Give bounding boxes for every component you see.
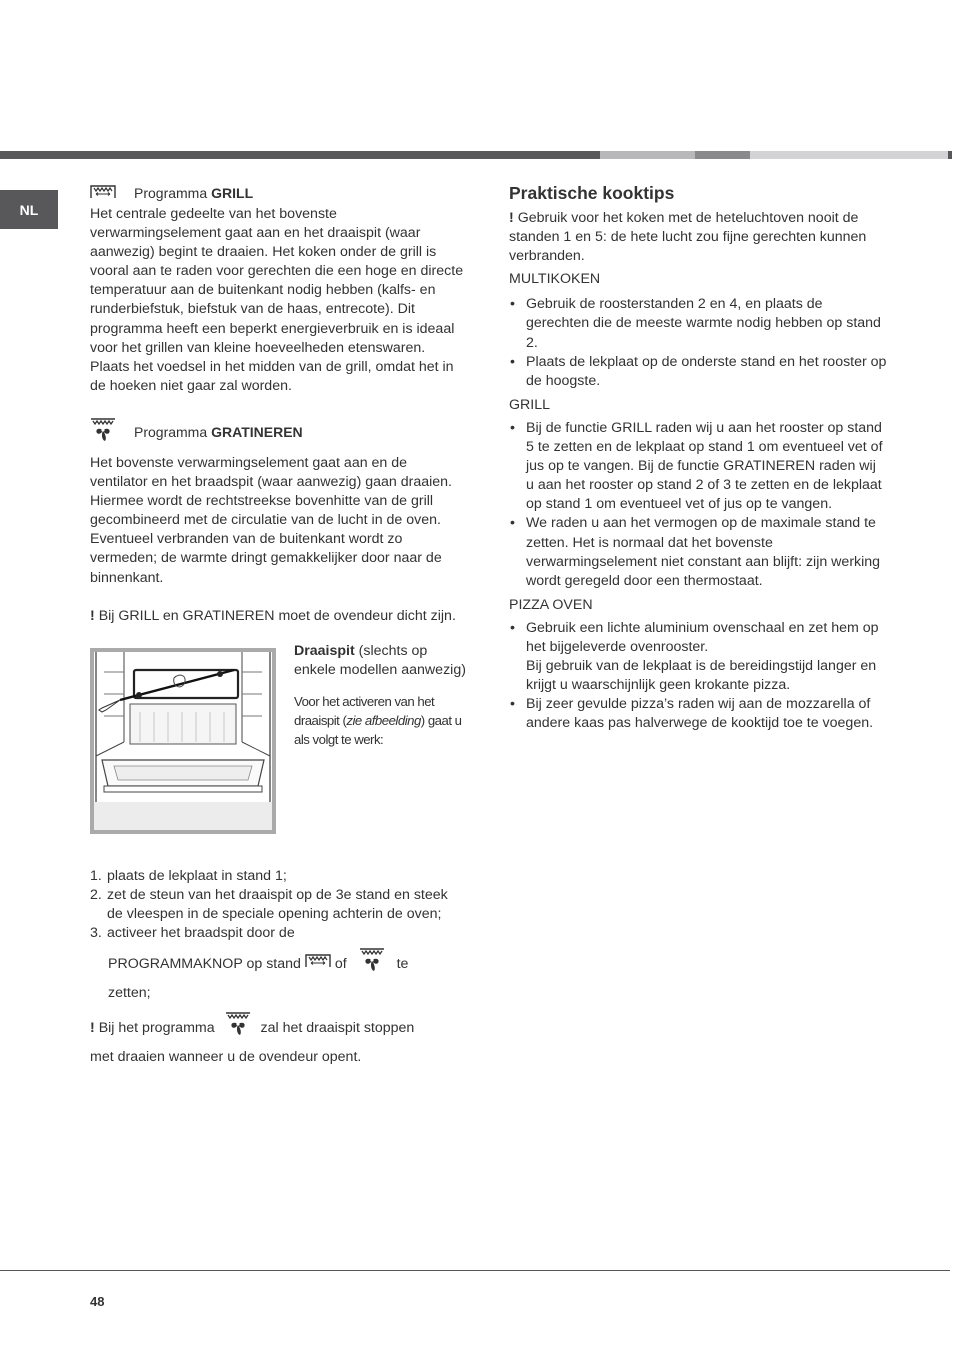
step3-text-a: PROGRAMMAKNOP op stand	[108, 955, 301, 972]
grill-heading	[90, 183, 465, 205]
header-bar-segment	[600, 151, 695, 159]
grill-list	[509, 419, 887, 591]
step-number: 2.	[90, 886, 102, 903]
fan-grill-icon	[225, 1011, 251, 1045]
header-bar-segment	[948, 151, 952, 159]
draaispit-intro	[294, 692, 466, 749]
draaispit-text	[294, 642, 466, 749]
step3-continuation	[90, 947, 465, 1005]
subheading-grill: GRILL	[509, 396, 551, 413]
grill-name: GRILL	[211, 185, 254, 202]
door-note	[90, 607, 465, 626]
stop-note-text-a: Bij het programma	[98, 1019, 215, 1036]
warning-mark: !	[509, 210, 514, 226]
step3-text-of: of	[334, 955, 347, 972]
list-item: • Plaats de lekplaat op de onderste stand en het rooster op de hoogste.	[509, 353, 887, 391]
grill-description: Het centrale gedeelte van het bovenste verwarmingselement gaat aan en het draaispit (waar aanwezig) begint te draaien. Het koken onder de grill is vooral aan te raden voor gerechten die een hoge en directe temperatuur aan de buitenkant nodig hebben (kalfs- en runderbiefstuk, biefstuk van de haas, entrecote). Dit programma heeft een beperkt energieverbruik en is ideaal voor het grillen van kleine hoeveelheden etenswaren. Plaats het voedsel in het midden van de grill, omdat het in de hoeken niet gaar zal worden.	[90, 206, 464, 394]
gratineren-description: Het bovenste verwarmingselement gaat aan en de ventilator en het braadspit (waar aanwezig) gaan draaien. Hiermee wordt de rechtstreekse bovenhitte van de grill gecombineerd met de circulatie van de lucht in de oven. Eventueel verbranden van de buitenkant wordt zo vermeden; de warmte dringt gemakkelijker door naar de binnenkant.	[90, 454, 453, 586]
subheading-pizza-oven: PIZZA OVEN	[509, 596, 593, 613]
list-item: • We raden u aan het vermogen op de maximale stand te zetten. Het is normaal dat het bovenste verwarmingselement niet constant aan blijft: zijn werking wordt geregeld door een thermostaat.	[509, 514, 887, 590]
step-item	[90, 886, 465, 924]
stop-note-text-b: zal het draaispit stoppen	[260, 1019, 415, 1036]
warning-mark: !	[90, 1019, 95, 1036]
oven-rotisserie-illustration	[90, 648, 276, 834]
header-bar-segment	[695, 151, 750, 159]
right-column	[509, 183, 887, 733]
draaispit-intro-italic: zie afbeelding	[346, 712, 421, 728]
step-text: activeer het braadspit door de	[107, 924, 295, 941]
draaispit-availability: (slechts op enkele modellen aanwezig)	[294, 642, 466, 679]
step-text: zet de steun van het draaispit op de 3e stand en steek de vleespen in de speciale opening achterin de oven;	[107, 886, 448, 922]
header-bar-segment	[750, 151, 948, 159]
grill-icon	[305, 952, 331, 976]
step-item	[90, 924, 465, 943]
list-item: • Gebruik de roosterstanden 2 en 4, en plaats de gerechten die de meeste warmte nodig hebben op stand 2.	[509, 295, 887, 352]
page-number: 48	[90, 1294, 105, 1309]
pizza-tip-text: Gebruik een lichte aluminium ovenschaal en zet hem op het bijgeleverde ovenrooster.	[526, 619, 879, 655]
list-item: • Bij zeer gevulde pizza’s raden wij aan de mozzarella of andere kaas pas halverwege de kooktijd toe te voegen.	[509, 695, 887, 733]
header-bar-segment	[0, 151, 600, 159]
step3-text-te: te	[396, 955, 409, 972]
list-item: • Bij de functie GRILL raden wij u aan het rooster op stand 5 te zetten en de lekplaat op stand 1 om eventueel vet of jus op te vangen. Bij de functie GRATINEREN raden wij u aan het rooster op stand 2 of 3 te zetten en de lekplaat op stand 1 om eventueel vet of jus op te vangen.	[509, 419, 887, 514]
fan-grill-icon	[359, 947, 385, 981]
left-column	[90, 183, 465, 1069]
list-item	[509, 619, 887, 695]
step-number: 1.	[90, 867, 102, 884]
step-number: 3.	[90, 924, 102, 941]
pizza-tip-continuation: Bij gebruik van de lekplaat is de bereidingstijd langer en krijgt u waarschijnlijk geen krokante pizza.	[526, 658, 877, 694]
draaispit-intro-b: ) gaat u als volgt te werk:	[294, 712, 462, 747]
warning-mark: !	[90, 607, 95, 624]
hot-air-warning-text: Gebruik voor het koken met de heteluchtoven nooit de standen 1 en 5: de hete lucht zou fijne gerechten kunnen verbranden.	[509, 210, 867, 265]
language-tab: NL	[0, 190, 58, 229]
draaispit-intro-a: Voor het activeren van het draaispit (	[294, 693, 435, 728]
pizza-list	[509, 619, 887, 734]
step-text: plaats de lekplaat in stand 1;	[107, 867, 287, 884]
header-color-bar	[0, 151, 954, 159]
hot-air-warning	[509, 209, 887, 266]
grill-prefix: Programma	[134, 185, 208, 202]
draaispit-title: Draaispit	[294, 642, 355, 659]
stop-note-text-c: met draaien wanneer u de ovendeur opent.	[90, 1049, 362, 1066]
grill-icon	[90, 183, 116, 204]
fan-grill-icon	[90, 417, 116, 448]
stop-note	[90, 1011, 465, 1069]
multikoken-list	[509, 295, 887, 390]
draaispit-block	[90, 642, 465, 847]
subheading-multikoken: MULTIKOKEN	[509, 271, 601, 288]
rotisserie-steps	[90, 867, 465, 943]
gratineren-prefix: Programma	[134, 424, 208, 441]
step-item	[90, 867, 465, 886]
section-title: Praktische kooktips	[509, 183, 675, 203]
gratineren-name: GRATINEREN	[211, 424, 303, 441]
gratineren-heading	[90, 418, 465, 448]
footer-rule	[0, 1270, 950, 1271]
door-note-text: Bij GRILL en GRATINEREN moet de ovendeur dicht zijn.	[98, 607, 456, 624]
step3-text-zetten: zetten;	[108, 985, 151, 1002]
